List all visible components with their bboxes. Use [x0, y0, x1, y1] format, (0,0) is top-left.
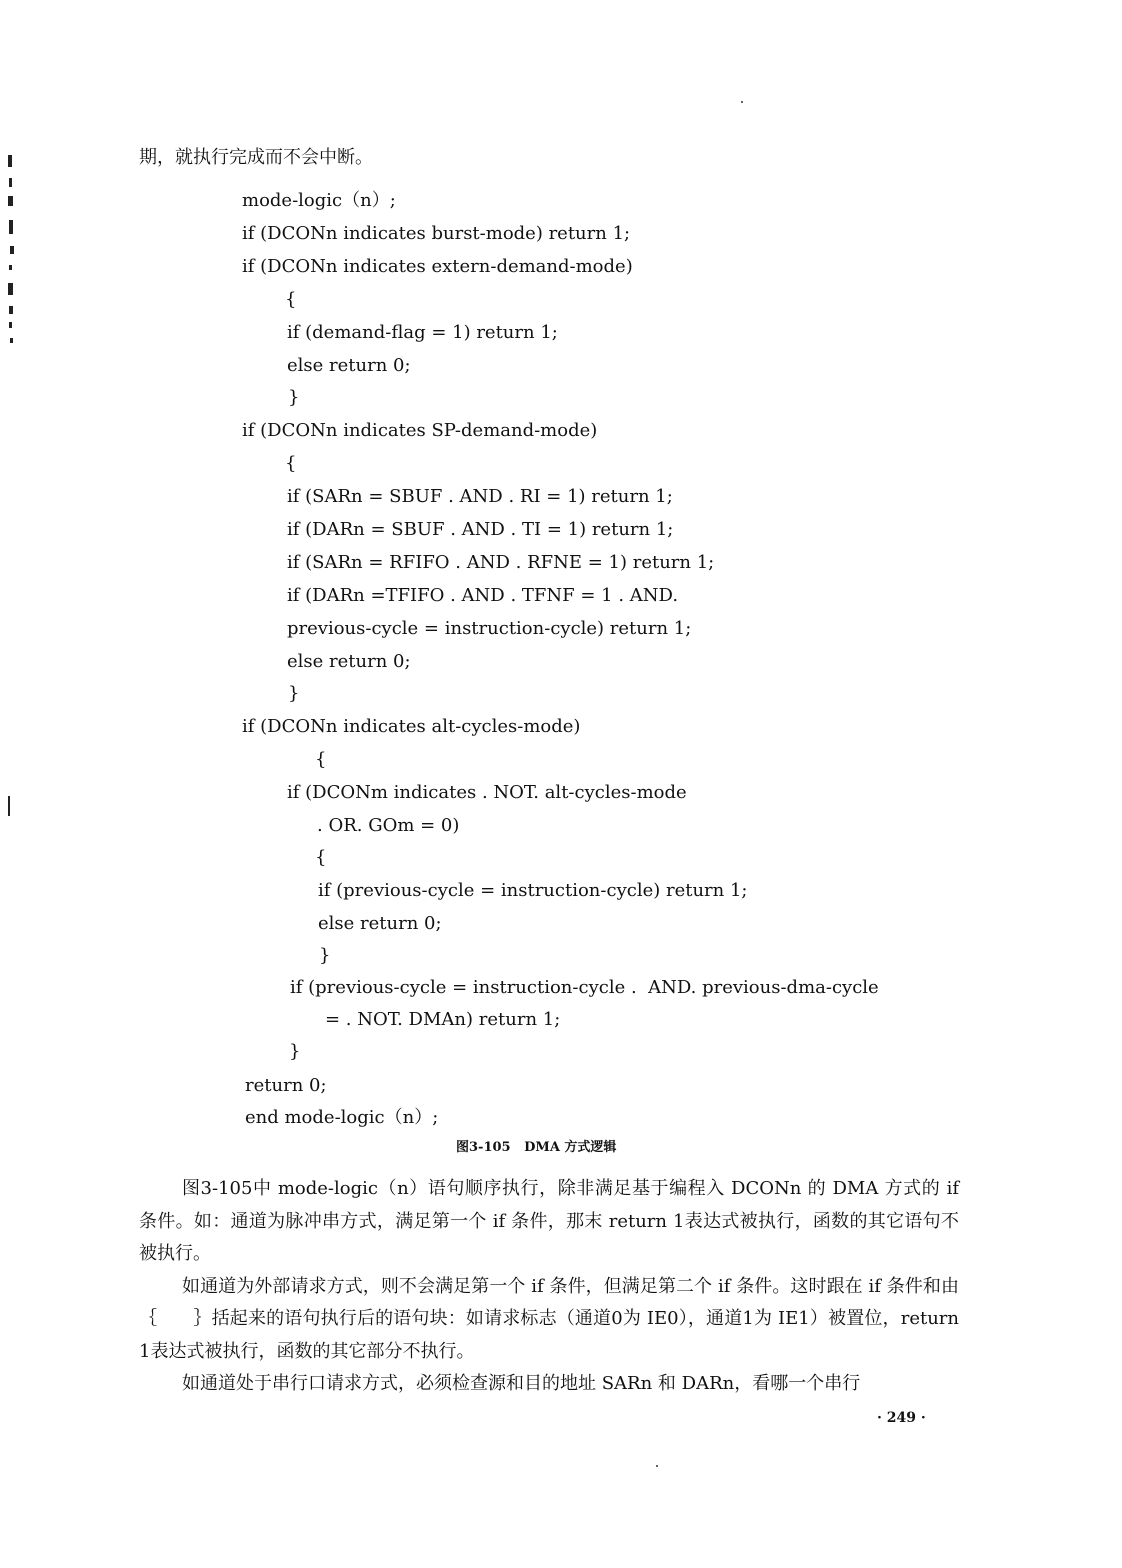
- code-line: if (DCONm indicates . NOT. alt-cycles-mode: [287, 782, 687, 803]
- page-number: · 249 ·: [877, 1410, 926, 1426]
- binding-mark: [9, 306, 13, 314]
- code-line: if (DARn =TFIFO . AND . TFNF = 1 . AND.: [287, 585, 679, 606]
- binding-mark: [8, 196, 13, 206]
- paragraph: 图3-105中 mode-logic（n）语句顺序执行，除非满足基于编程入 DCONn 的 DMA 方式的 if 条件。如：通道为脉冲串方式，满足第一个 if 条件，那末 return 1表达式被执行，函数的其它语句不被执行。: [139, 1178, 959, 1264]
- code-line: }: [319, 945, 331, 966]
- code-line: if (previous-cycle = instruction-cycle . AND. previous-dma-cycle: [290, 977, 879, 998]
- code-line: mode-logic（n）;: [242, 190, 396, 211]
- code-line: . OR. GOm = 0): [317, 815, 460, 836]
- code-line: end mode-logic（n）;: [245, 1107, 439, 1128]
- code-line: if (DCONn indicates burst-mode) return 1;: [242, 223, 631, 244]
- code-line: if (previous-cycle = instruction-cycle) return 1;: [318, 880, 748, 901]
- binding-mark: [9, 265, 12, 270]
- body-text: [139, 1173, 959, 1401]
- binding-mark: [10, 338, 13, 343]
- binding-mark: [9, 322, 12, 328]
- continued-line: 期，就执行完成而不会中断。: [139, 147, 373, 168]
- code-line: return 0;: [245, 1075, 327, 1096]
- scan-speck: [656, 1465, 658, 1467]
- code-line: else return 0;: [318, 913, 442, 934]
- code-line: {: [315, 749, 327, 770]
- code-line: if (SARn = RFIFO . AND . RFNE = 1) return 1;: [287, 552, 715, 573]
- code-line: if (DCONn indicates SP-demand-mode): [242, 420, 598, 441]
- binding-mark: [10, 246, 14, 254]
- code-line: if (SARn = SBUF . AND . RI = 1) return 1;: [287, 486, 673, 507]
- paragraph: 如通道处于串行口请求方式，必须检查源和目的地址 SARn 和 DARn，看哪一个串行: [182, 1373, 861, 1394]
- code-line: }: [288, 387, 300, 408]
- code-line: if (DARn = SBUF . AND . TI = 1) return 1;: [287, 519, 674, 540]
- binding-mark: [8, 283, 13, 295]
- code-line: {: [285, 453, 297, 474]
- code-line: if (DCONn indicates extern-demand-mode): [242, 256, 633, 277]
- binding-mark: [8, 796, 10, 816]
- code-line: = . NOT. DMAn) return 1;: [325, 1009, 561, 1030]
- code-line: }: [288, 683, 300, 704]
- scan-speck: [741, 101, 743, 103]
- binding-mark: [9, 220, 13, 234]
- figure-caption: 图3-105 DMA 方式逻辑: [456, 1140, 617, 1155]
- code-line: previous-cycle = instruction-cycle) return 1;: [287, 618, 692, 639]
- code-line: {: [315, 847, 327, 868]
- code-line: if (demand-flag = 1) return 1;: [287, 322, 558, 343]
- code-line: if (DCONn indicates alt-cycles-mode): [242, 716, 581, 737]
- code-line: else return 0;: [287, 651, 411, 672]
- binding-mark: [9, 178, 12, 187]
- paragraph: 如通道为外部请求方式，则不会满足第一个 if 条件，但满足第二个 if 条件。这时跟在 if 条件和由｛ ｝括起来的语句执行后的语句块：如请求标志（通道0为 IE0），通道1为 IE1）被置位，return 1表达式被执行，函数的其它部分不执行。: [139, 1275, 959, 1362]
- code-line: else return 0;: [287, 355, 411, 376]
- binding-mark: [8, 155, 12, 167]
- code-line: }: [289, 1041, 301, 1062]
- code-line: {: [285, 289, 297, 310]
